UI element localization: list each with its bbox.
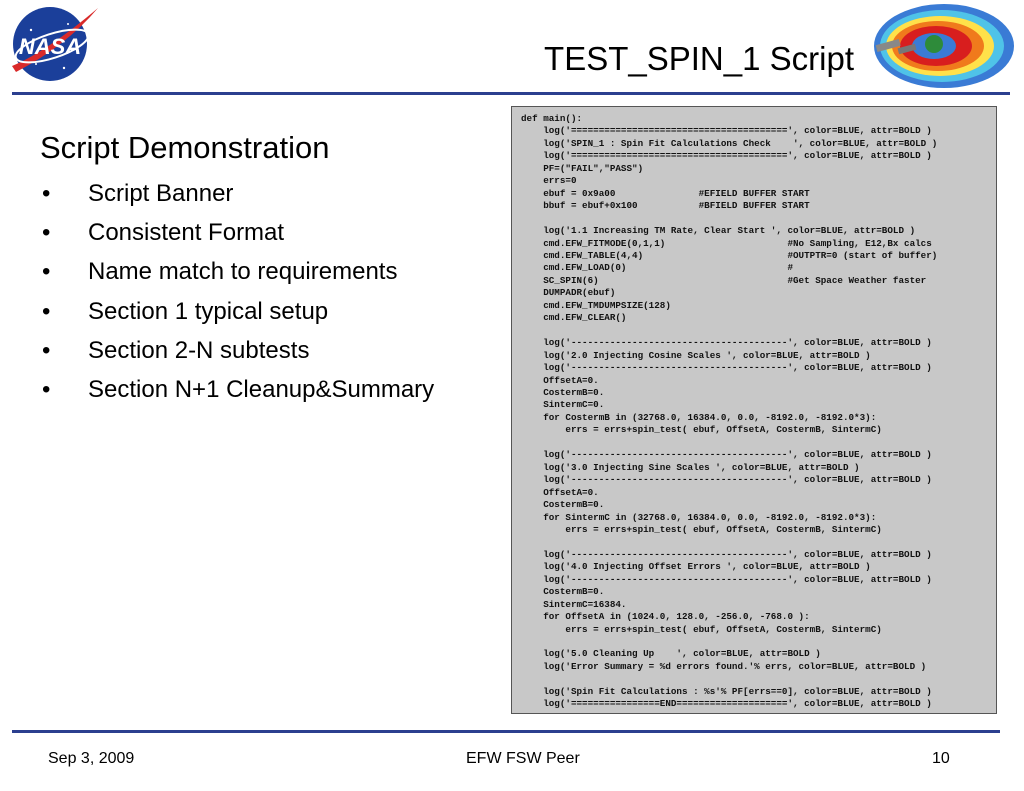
code-line: log('2.0 Injecting Cosine Scales ', color=BLUE, attr=BOLD ) bbox=[521, 349, 871, 361]
bullet-glyph: • bbox=[42, 258, 51, 286]
code-line: log('================END====================', color=BLUE, attr=BOLD ) bbox=[521, 698, 932, 710]
nasa-logo-text: NASA bbox=[18, 34, 82, 59]
code-line: log('=======================================', color=BLUE, attr=BOLD ) bbox=[521, 125, 932, 137]
code-line: log('---------------------------------------', color=BLUE, attr=BOLD ) bbox=[521, 362, 932, 374]
code-line: for SintermC in (32768.0, 16384.0, 0.0, -8192.0, -8192.0*3): bbox=[521, 511, 877, 523]
code-line: ebuf = 0x9a00 #EFIELD BUFFER START bbox=[521, 187, 810, 199]
code-line: DUMPADR(ebuf) bbox=[521, 287, 616, 299]
code-line: log('---------------------------------------', color=BLUE, attr=BOLD ) bbox=[521, 573, 932, 585]
bullet-item bbox=[40, 374, 434, 413]
code-listing bbox=[521, 113, 937, 711]
section-heading: Script Demonstration bbox=[40, 130, 330, 165]
code-listing-panel bbox=[511, 106, 997, 714]
slide-title: TEST_SPIN_1 Script bbox=[544, 40, 854, 77]
code-line: SintermC=16384. bbox=[521, 598, 627, 610]
footer-date: Sep 3, 2009 bbox=[48, 750, 135, 767]
bullet-text: Section N+1 Cleanup&Summary bbox=[88, 375, 435, 403]
bullet-glyph: • bbox=[42, 297, 51, 325]
code-line: OffsetA=0. bbox=[521, 486, 599, 498]
page-number: 10 bbox=[932, 750, 950, 767]
bullet-item bbox=[40, 256, 434, 295]
nasa-logo-icon bbox=[6, 2, 104, 84]
footer-rule bbox=[12, 730, 1000, 733]
code-line: cmd.EFW_TMDUMPSIZE(128) bbox=[521, 299, 671, 311]
code-line: errs = errs+spin_test( ebuf, OffsetA, CostermB, SintermC) bbox=[521, 424, 882, 436]
code-line: for CostermB in (32768.0, 16384.0, 0.0, -8192.0, -8192.0*3): bbox=[521, 411, 877, 423]
code-line: CostermB=0. bbox=[521, 386, 605, 398]
code-line: log('---------------------------------------', color=BLUE, attr=BOLD ) bbox=[521, 548, 932, 560]
code-line: log('5.0 Cleaning Up ', color=BLUE, attr=BOLD ) bbox=[521, 648, 821, 660]
radiation-belt-graphic-icon bbox=[862, 2, 1016, 92]
code-line: log('=======================================', color=BLUE, attr=BOLD ) bbox=[521, 150, 932, 162]
code-line: SC_SPIN(6) #Get Space Weather faster bbox=[521, 274, 927, 286]
code-line: log('1.1 Increasing TM Rate, Clear Start ', color=BLUE, attr=BOLD ) bbox=[521, 225, 916, 237]
bullet-list bbox=[40, 178, 434, 413]
code-line: SintermC=0. bbox=[521, 399, 605, 411]
code-line: cmd.EFW_FITMODE(0,1,1) #No Sampling, E12,Bx calcs bbox=[521, 237, 932, 249]
code-line: PF=("FAIL","PASS") bbox=[521, 162, 644, 174]
code-line: log('Error Summary = %d errors found.'% errs, color=BLUE, attr=BOLD ) bbox=[521, 660, 927, 672]
code-line: cmd.EFW_TABLE(4,4) #OUTPTR=0 (start of buffer) bbox=[521, 249, 938, 261]
bullet-glyph: • bbox=[42, 180, 51, 207]
code-line: def main(): bbox=[521, 113, 583, 124]
bullet-text: Section 2-N subtests bbox=[88, 336, 310, 364]
bullet-text: Consistent Format bbox=[88, 219, 285, 247]
code-line: log('---------------------------------------', color=BLUE, attr=BOLD ) bbox=[521, 337, 932, 349]
bullet-glyph: • bbox=[42, 219, 51, 247]
header-rule bbox=[12, 92, 1010, 95]
code-line: log('SPIN_1 : Spin Fit Calculations Check ', color=BLUE, attr=BOLD ) bbox=[521, 137, 938, 149]
code-line: log('3.0 Injecting Sine Scales ', color=BLUE, attr=BOLD ) bbox=[521, 461, 860, 473]
code-line: errs=0 bbox=[521, 175, 577, 187]
bullet-text: Name match to requirements bbox=[88, 258, 398, 286]
code-line: bbuf = ebuf+0x100 #BFIELD BUFFER START bbox=[521, 200, 810, 212]
code-line: cmd.EFW_LOAD(0) # bbox=[521, 262, 793, 274]
code-line: log('---------------------------------------', color=BLUE, attr=BOLD ) bbox=[521, 449, 932, 461]
code-line: errs = errs+spin_test( ebuf, OffsetA, CostermB, SintermC) bbox=[521, 623, 882, 635]
bullet-glyph: • bbox=[42, 336, 51, 364]
bullet-item bbox=[40, 296, 434, 335]
code-line: OffsetA=0. bbox=[521, 374, 599, 386]
code-line: for OffsetA in (1024.0, 128.0, -256.0, -768.0 ): bbox=[521, 611, 810, 623]
bullet-text: Script Banner bbox=[88, 180, 234, 207]
bullet-glyph: • bbox=[42, 375, 51, 403]
bullet-item bbox=[40, 217, 434, 256]
code-line: cmd.EFW_CLEAR() bbox=[521, 312, 627, 324]
code-line: CostermB=0. bbox=[521, 586, 605, 598]
bullet-item bbox=[40, 178, 434, 217]
code-line: log('Spin Fit Calculations : %s'% PF[errs==0], color=BLUE, attr=BOLD ) bbox=[521, 685, 932, 697]
footer-title: EFW FSW Peer bbox=[466, 750, 580, 767]
bullet-text: Section 1 typical setup bbox=[88, 297, 329, 325]
code-line: errs = errs+spin_test( ebuf, OffsetA, CostermB, SintermC) bbox=[521, 523, 882, 535]
code-line: CostermB=0. bbox=[521, 499, 605, 511]
code-line: log('---------------------------------------', color=BLUE, attr=BOLD ) bbox=[521, 474, 932, 486]
code-line: log('4.0 Injecting Offset Errors ', color=BLUE, attr=BOLD ) bbox=[521, 561, 871, 573]
bullet-item bbox=[40, 335, 434, 374]
